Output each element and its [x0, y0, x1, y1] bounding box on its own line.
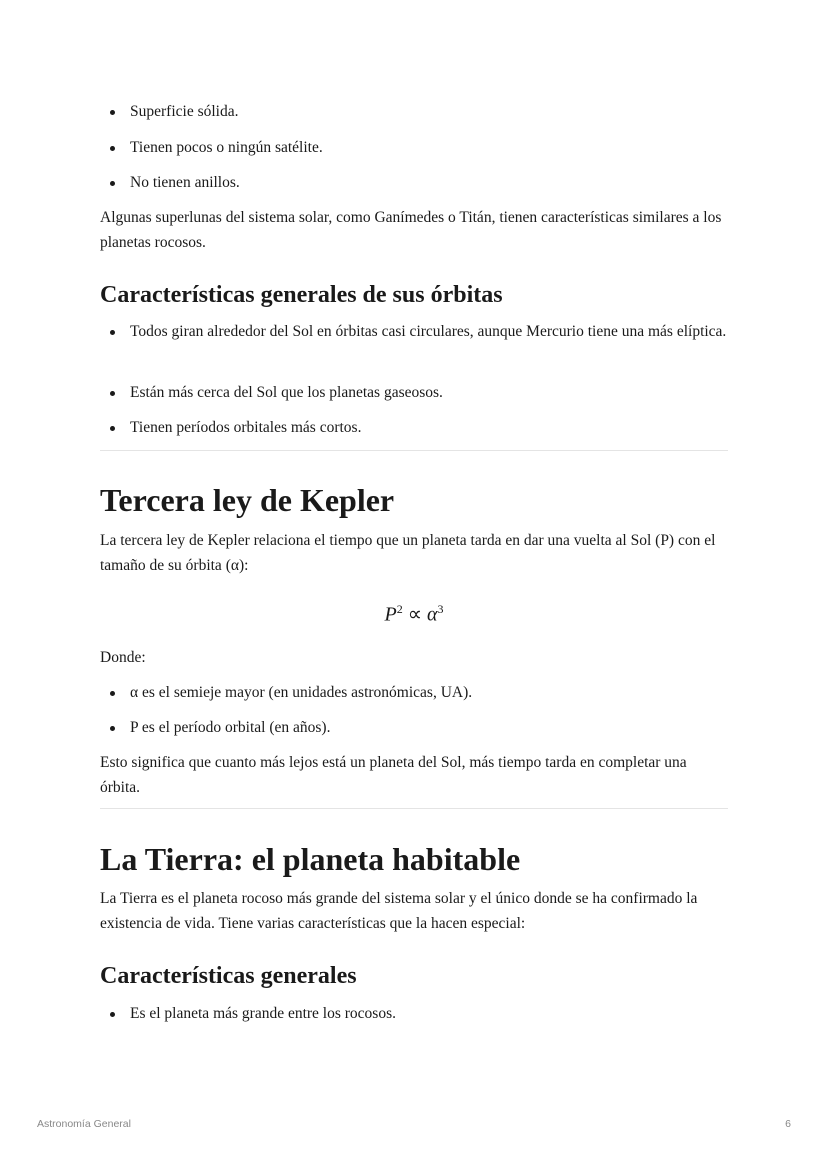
- section-heading: La Tierra: el planeta habitable: [100, 841, 521, 877]
- paragraph: La Tierra es el planeta rocoso más grande del sistema solar y el único donde se ha confirmado la existencia de vida. Tiene varias características que la hacen especial:: [100, 890, 698, 932]
- paragraph: Esto significa que cuanto más lejos está un planeta del Sol, más tiempo tarda en completar una órbita.: [100, 754, 687, 796]
- formula-exp: 2: [396, 602, 403, 616]
- divider: [100, 450, 728, 451]
- list-item: α es el semieje mayor (en unidades astronómicas, UA).: [130, 680, 730, 705]
- formula-rhs: α: [427, 603, 438, 626]
- section-heading: Características generales de sus órbitas: [100, 282, 503, 308]
- list-item: Están más cerca del Sol que los planetas gaseosos.: [130, 380, 730, 405]
- list-item: Superficie sólida.: [130, 99, 730, 124]
- formula: [0, 596, 828, 628]
- section-heading: Características generales: [100, 963, 357, 989]
- formula-lhs: P: [384, 603, 397, 626]
- formula-exp: 3: [437, 602, 444, 616]
- page-number: 6: [785, 1118, 791, 1130]
- list-item: Todos giran alrededor del Sol en órbitas casi circulares, aunque Mercurio tiene una más elíptica.: [130, 319, 730, 344]
- list-item: Es el planeta más grande entre los rocosos.: [130, 1001, 730, 1026]
- formula-operator: ∝: [407, 603, 422, 626]
- paragraph: Algunas superlunas del sistema solar, como Ganímedes o Titán, tienen características similares a los planetas rocosos.: [100, 209, 722, 251]
- divider: [100, 808, 728, 809]
- section-heading: Tercera ley de Kepler: [100, 482, 395, 518]
- paragraph: La tercera ley de Kepler relaciona el tiempo que un planeta tarda en dar una vuelta al Sol (P) con el tamaño de su órbita (α):: [100, 532, 716, 574]
- footer-title: Astronomía General: [37, 1118, 131, 1130]
- paragraph: Donde:: [100, 649, 146, 666]
- list-item: Tienen pocos o ningún satélite.: [130, 135, 730, 160]
- list-item: P es el período orbital (en años).: [130, 715, 730, 740]
- list-item: Tienen períodos orbitales más cortos.: [130, 415, 730, 440]
- list-item: No tienen anillos.: [130, 170, 730, 195]
